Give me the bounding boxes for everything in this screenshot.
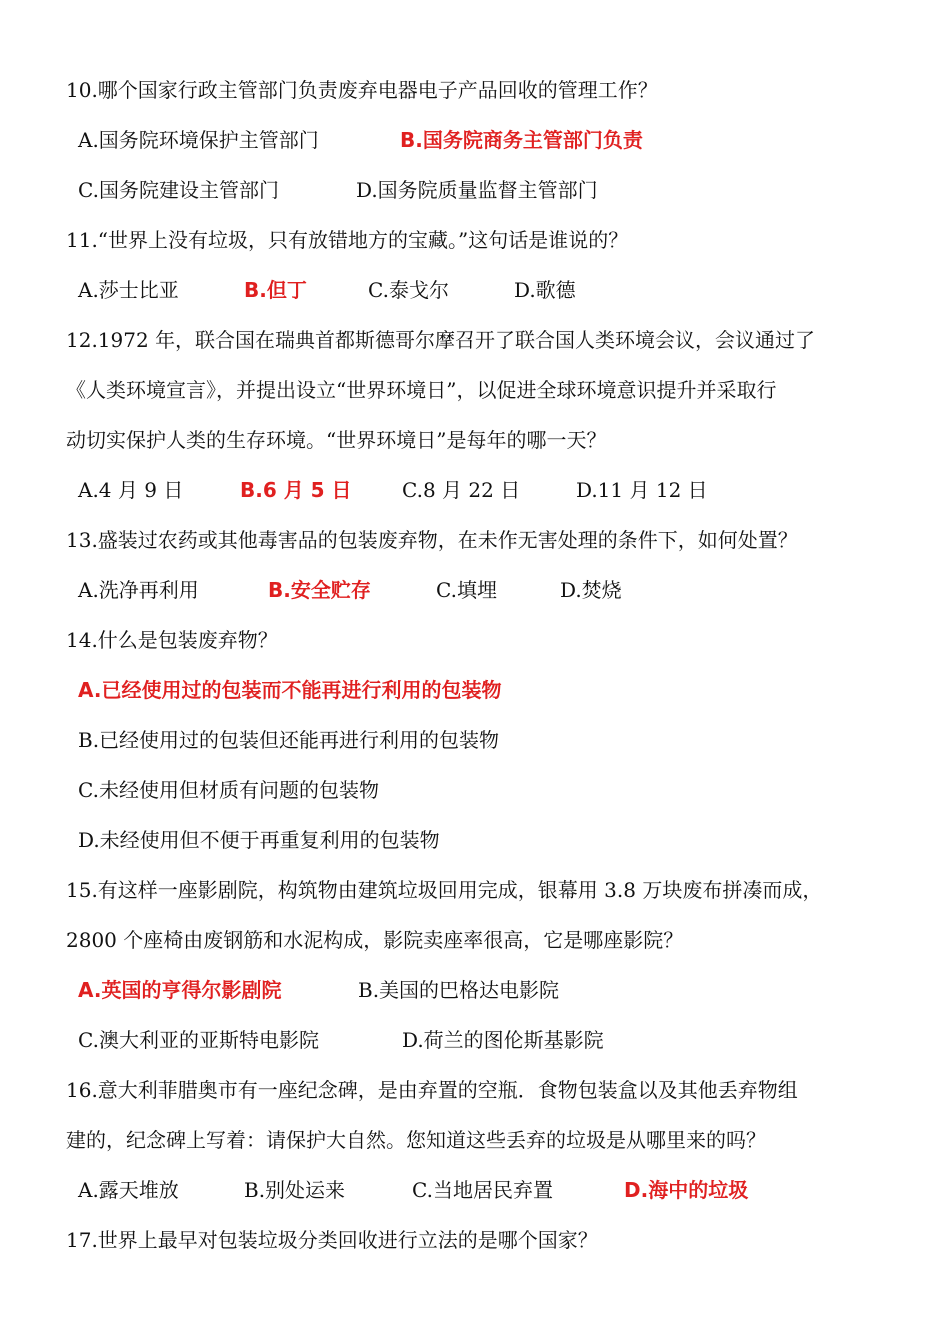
question-10-option-d: D.国务院质量监督主管部门 [356, 178, 598, 202]
question-15-stem-line-2: 2800 个座椅由废钢筋和水泥构成，影院卖座率很高，它是哪座影院？ [66, 928, 684, 952]
question-12-stem-line-3: 动切实保护人类的生存环境。“世界环境日”是每年的哪一天？ [66, 428, 607, 452]
question-12-option-b-answer: B.6 月 5 日 [240, 478, 352, 502]
question-16-option-a: A.露天堆放 [78, 1178, 179, 1202]
question-16-option-d-answer: D.海中的垃圾 [624, 1178, 749, 1202]
question-10-option-a: A.国务院环境保护主管部门 [78, 128, 319, 152]
question-15-options-row-1 [78, 973, 878, 1007]
question-12-stem-line-1: 12.1972 年，联合国在瑞典首都斯德哥尔摩召开了联合国人类环境会议，会议通过了 [66, 328, 816, 352]
question-11-option-d: D.歌德 [514, 278, 576, 302]
question-13-option-c: C.填埋 [436, 578, 497, 602]
question-15-option-c: C.澳大利亚的亚斯特电影院 [78, 1028, 319, 1052]
question-12-option-d: D.11 月 12 日 [576, 478, 708, 502]
question-11-options-row-1 [78, 273, 878, 307]
question-14-stem: 14.什么是包装废弃物？ [66, 628, 278, 652]
question-12-option-a: A.4 月 9 日 [78, 478, 184, 502]
question-15-option-a-answer: A.英国的亨得尔影剧院 [78, 978, 282, 1002]
question-15-option-b: B.美国的巴格达电影院 [358, 978, 560, 1002]
question-10-option-b-answer: B.国务院商务主管部门负责 [400, 128, 643, 152]
question-14-option-c: C.未经使用但材质有问题的包装物 [78, 778, 379, 802]
question-16-option-c: C.当地居民弃置 [412, 1178, 553, 1202]
question-10-stem: 10.哪个国家行政主管部门负责废弃电器电子产品回收的管理工作？ [66, 78, 658, 102]
question-12-options-row-1 [78, 473, 878, 507]
question-13-option-d: D.焚烧 [560, 578, 622, 602]
question-13-option-b-answer: B.安全贮存 [268, 578, 371, 602]
question-14-option-b: B.已经使用过的包装但还能再进行利用的包装物 [78, 728, 500, 752]
question-10-options-row-2 [78, 173, 878, 207]
question-12-stem-line-2: 《人类环境宣言》，并提出设立“世界环境日”，以促进全球环境意识提升并采取行 [66, 378, 777, 402]
question-13-stem: 13.盛装过农药或其他毒害品的包装废弃物，在未作无害处理的条件下，如何处置？ [66, 528, 798, 552]
question-11-option-a: A.莎士比亚 [78, 278, 179, 302]
question-15-stem-line-1: 15.有这样一座影剧院，构筑物由建筑垃圾回用完成，银幕用 3.8 万块废布拼凑而成， [66, 878, 823, 902]
question-11-option-c: C.泰戈尔 [368, 278, 449, 302]
question-15-option-d: D.荷兰的图伦斯基影院 [402, 1028, 604, 1052]
question-10-options-row-1 [78, 123, 878, 157]
question-17-stem: 17.世界上最早对包装垃圾分类回收进行立法的是哪个国家？ [66, 1228, 598, 1252]
question-16-stem-line-2: 建的，纪念碑上写着：请保护大自然。您知道这些丢弃的垃圾是从哪里来的吗？ [66, 1128, 766, 1152]
question-14-option-d: D.未经使用但不便于再重复利用的包装物 [78, 828, 440, 852]
question-13-options-row-1 [78, 573, 878, 607]
question-16-option-b: B.别处运来 [244, 1178, 346, 1202]
question-13-option-a: A.洗净再利用 [78, 578, 199, 602]
question-10-option-c: C.国务院建设主管部门 [78, 178, 279, 202]
question-16-options-row-1 [78, 1173, 878, 1207]
question-11-stem: 11.“世界上没有垃圾，只有放错地方的宝藏。”这句话是谁说的？ [66, 228, 629, 252]
question-12-option-c: C.8 月 22 日 [402, 478, 521, 502]
question-11-option-b-answer: B.但丁 [244, 278, 307, 302]
question-15-options-row-2 [78, 1023, 878, 1057]
question-14-option-a-answer: A.已经使用过的包装而不能再进行利用的包装物 [78, 678, 502, 702]
question-16-stem-line-1: 16.意大利菲腊奥市有一座纪念碑，是由弃置的空瓶．食物包装盒以及其他丢弃物组 [66, 1078, 798, 1102]
